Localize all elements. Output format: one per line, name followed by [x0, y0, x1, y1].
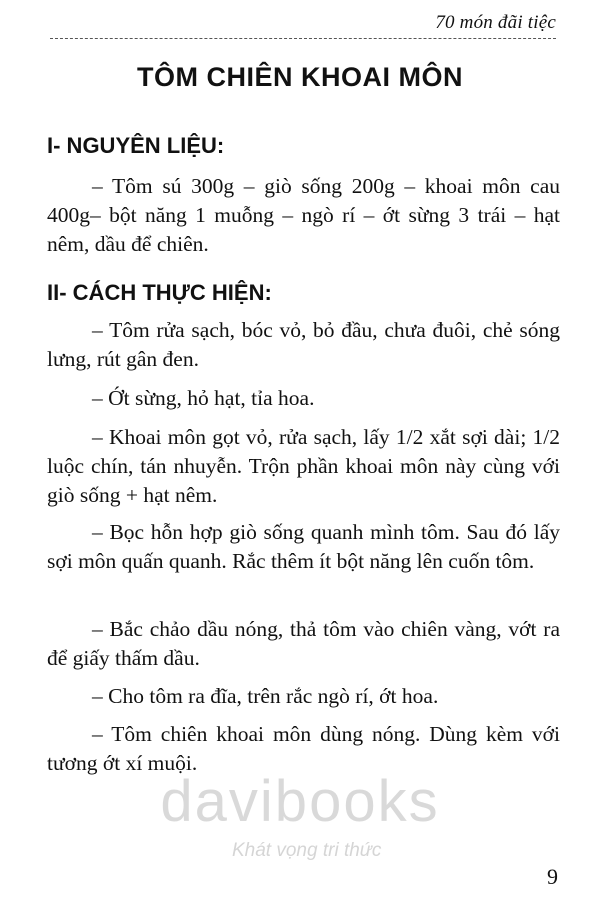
watermark-logo: davibooks	[160, 769, 440, 834]
recipe-title: TÔM CHIÊN KHOAI MÔN	[137, 62, 463, 92]
method-step-2: – Ớt sừng, hỏ hạt, tỉa hoa.	[92, 386, 315, 410]
running-title: 70 món đãi tiệc	[435, 12, 556, 33]
method-heading: II- CÁCH THỰC HIỆN:	[47, 280, 272, 305]
running-header	[50, 10, 556, 39]
page-number: 9	[547, 864, 558, 889]
ingredients-paragraph: – Tôm sú 300g – giò sống 200g – khoai môn cau 400g– bột năng 1 muỗng – ngò rí – ớt sừng 3 trái – hạt nêm, dầu để chiên.	[47, 174, 560, 256]
method-step-6: – Cho tôm ra đĩa, trên rắc ngò rí, ớt hoa.	[92, 684, 439, 708]
watermark-tagline: Khát vọng tri thức	[232, 840, 382, 861]
method-step-1: – Tôm rửa sạch, bóc vỏ, bỏ đầu, chưa đuôi, chẻ sóng lưng, rút gân đen.	[47, 318, 560, 371]
method-step-3: – Khoai môn gọt vỏ, rửa sạch, lấy 1/2 xắt sợi dài; 1/2 luộc chín, tán nhuyễn. Trộn phần khoai môn này cùng với giò sống + hạt nêm.	[47, 425, 560, 507]
method-step-4: – Bọc hỗn hợp giò sống quanh mình tôm. Sau đó lấy sợi môn quấn quanh. Rắc thêm ít bột năng lên cuốn tôm.	[47, 520, 560, 573]
ingredients-heading: I- NGUYÊN LIỆU:	[47, 133, 225, 158]
method-step-7: – Tôm chiên khoai môn dùng nóng. Dùng kèm với tương ớt xí muội.	[47, 722, 560, 775]
method-step-5: – Bắc chảo dầu nóng, thả tôm vào chiên vàng, vớt ra để giấy thấm dầu.	[47, 617, 560, 670]
